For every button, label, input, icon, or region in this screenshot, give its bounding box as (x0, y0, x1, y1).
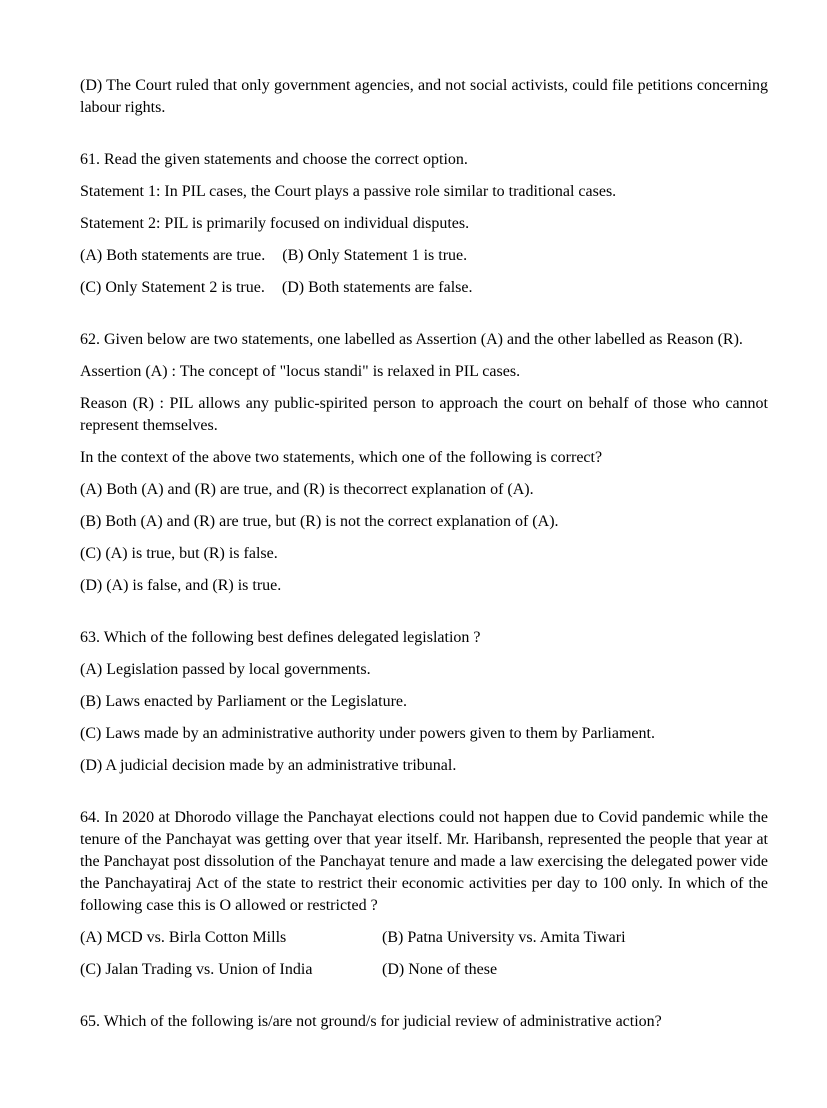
q61-option-b: (B) Only Statement 1 is true. (282, 247, 468, 264)
q62-option-b: (B) Both (A) and (R) are true, but (R) is not the correct explanation of (A). (80, 513, 559, 530)
q61-statement-2: Statement 2: PIL is primarily focused on individual disputes. (80, 215, 470, 232)
question-62 (80, 329, 768, 597)
question-63 (80, 627, 768, 777)
q63-prompt: 63. Which of the following best defines delegated legislation ? (80, 629, 481, 646)
q62-reason: Reason (R) : PIL allows any public-spirited person to approach the court on behalf of those who cannot represent themselves. (80, 395, 768, 434)
q63-option-d: (D) A judicial decision made by an administrative tribunal. (80, 757, 457, 774)
q64-option-a: (A) MCD vs. Birla Cotton Mills (80, 929, 287, 946)
q64-prompt: 64. In 2020 at Dhorodo village the Panchayat elections could not happen due to Covid pandemic while the tenure of the Panchayat was getting over that year itself. Mr. Haribansh, represented the people that year at the Panchayat post dissolution of the Panchayat tenure and made a law exercising the delegated power vide the Panchayatiraj Act of the state to restrict their economic activities per day to 100 only. In which of the following case this is O allowed or restricted ? (80, 809, 768, 914)
q61-option-d: (D) Both statements are false. (281, 279, 473, 296)
q61-statement-1: Statement 1: In PIL cases, the Court plays a passive role similar to traditional cases. (80, 183, 617, 200)
q64-option-b: (B) Patna University vs. Amita Tiwari (382, 929, 626, 946)
q64-option-d: (D) None of these (382, 961, 498, 978)
q63-option-c: (C) Laws made by an administrative authority under powers given to them by Parliament. (80, 725, 655, 742)
q64-option-c: (C) Jalan Trading vs. Union of India (80, 961, 313, 978)
q65-prompt: 65. Which of the following is/are not ground/s for judicial review of administrative action? (80, 1013, 662, 1030)
q62-assertion: Assertion (A) : The concept of "locus standi" is relaxed in PIL cases. (80, 363, 521, 380)
q61-options-row-1 (80, 245, 768, 267)
question-61 (80, 149, 768, 299)
prev-question-option-d: (D) The Court ruled that only government agencies, and not social activists, could file petitions concerning labour rights. (80, 77, 768, 116)
q63-option-b: (B) Laws enacted by Parliament or the Legislature. (80, 693, 407, 710)
q62-prompt: 62. Given below are two statements, one labelled as Assertion (A) and the other labelled as Reason (R). (80, 331, 743, 348)
q62-option-d: (D) (A) is false, and (R) is true. (80, 577, 282, 594)
q61-option-c: (C) Only Statement 2 is true. (80, 279, 265, 296)
q64-options-row-2 (80, 959, 768, 981)
q62-option-a: (A) Both (A) and (R) are true, and (R) is thecorrect explanation of (A). (80, 481, 534, 498)
q64-options-row-1 (80, 927, 768, 949)
q63-option-a: (A) Legislation passed by local governments. (80, 661, 371, 678)
q61-prompt: 61. Read the given statements and choose the correct option. (80, 151, 468, 168)
q62-instruction: In the context of the above two statements, which one of the following is correct? (80, 449, 603, 466)
q62-option-c: (C) (A) is true, but (R) is false. (80, 545, 278, 562)
q61-option-a: (A) Both statements are true. (80, 247, 266, 264)
question-64 (80, 807, 768, 981)
question-65 (80, 1011, 768, 1033)
q61-options-row-2 (80, 277, 768, 299)
